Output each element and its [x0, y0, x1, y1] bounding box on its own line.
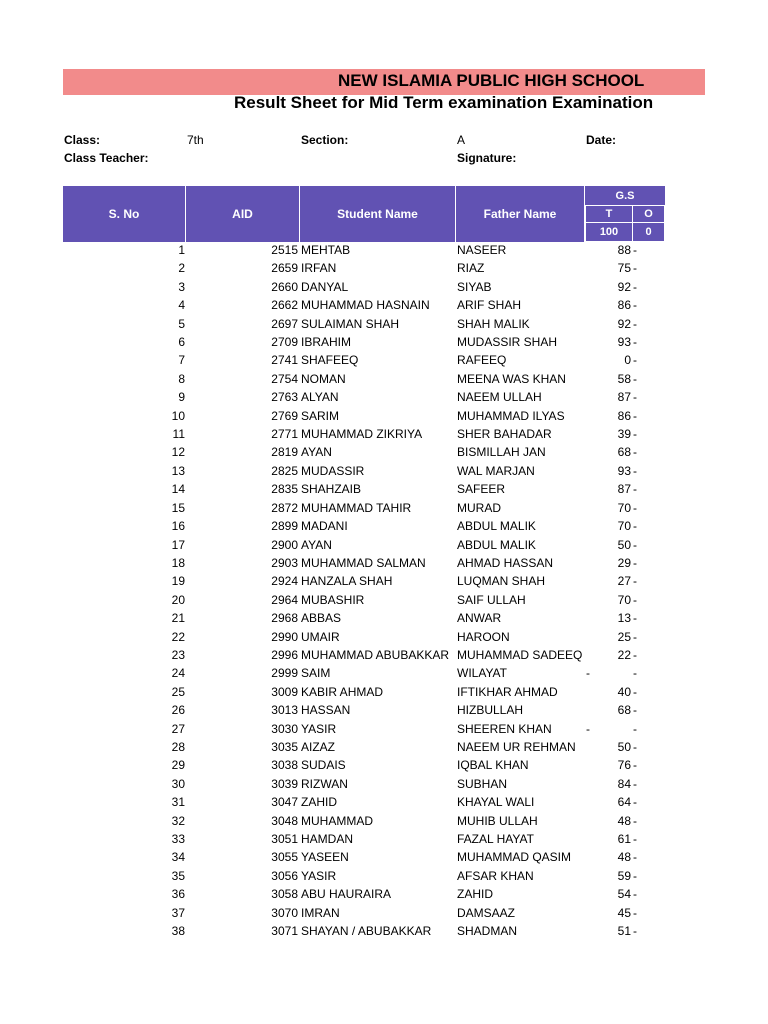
gs-total-mark: 93 [617, 335, 631, 350]
gs-total-mark: 70 [617, 519, 631, 534]
admission-id: 3056 [271, 868, 298, 883]
table-row [0, 905, 768, 923]
father-name: SAIF ULLAH [457, 592, 526, 607]
serial-number: 25 [171, 684, 185, 699]
gs-total-mark: 22 [617, 647, 631, 662]
admission-id: 2660 [271, 279, 298, 294]
serial-number: 19 [171, 574, 185, 589]
father-name: SHEEREN KHAN [457, 721, 552, 736]
gs-obtained-mark: - [633, 279, 637, 294]
table-row [0, 352, 768, 370]
gs-blank: - [586, 666, 590, 681]
gs-obtained-mark: - [633, 776, 637, 791]
table-row [0, 592, 768, 610]
admission-id: 2662 [271, 298, 298, 313]
column-header-aid: AID [186, 186, 300, 242]
serial-number: 26 [171, 703, 185, 718]
gs-obtained-mark: - [633, 261, 637, 276]
father-name: AFSAR KHAN [457, 868, 534, 883]
admission-id: 3030 [271, 721, 298, 736]
father-name: SIYAB [457, 279, 492, 294]
admission-id: 2964 [271, 592, 298, 607]
father-name: ANWAR [457, 611, 502, 626]
student-name: ZAHID [301, 795, 337, 810]
gs-total-mark: 70 [617, 500, 631, 515]
student-name: KABIR AHMAD [301, 684, 384, 699]
serial-number: 13 [171, 463, 185, 478]
gs-obtained-mark: - [633, 666, 637, 681]
admission-id: 2899 [271, 519, 298, 534]
table-row [0, 334, 768, 352]
gs-obtained-mark: - [633, 427, 637, 442]
serial-number: 38 [171, 924, 185, 939]
student-name: MUHAMMAD HASNAIN [301, 298, 430, 313]
gs-total-mark: 92 [617, 279, 631, 294]
serial-number: 8 [178, 371, 185, 386]
student-name: MADANI [301, 519, 348, 534]
serial-number: 12 [171, 445, 185, 460]
table-row [0, 721, 768, 739]
gs-obtained-mark: - [633, 647, 637, 662]
table-row [0, 500, 768, 518]
gs-total-mark: 25 [617, 629, 631, 644]
serial-number: 29 [171, 758, 185, 773]
gs-obtained-mark: - [633, 813, 637, 828]
gs-obtained-mark: - [633, 887, 637, 902]
serial-number: 20 [171, 592, 185, 607]
admission-id: 2924 [271, 574, 298, 589]
table-row [0, 739, 768, 757]
table-row [0, 868, 768, 886]
gs-total-mark: 64 [617, 795, 631, 810]
signature-label: Signature: [457, 151, 517, 165]
class-value: 7th [187, 133, 204, 147]
admission-id: 2835 [271, 482, 298, 497]
admission-id: 3058 [271, 887, 298, 902]
table-row [0, 610, 768, 628]
admission-id: 2769 [271, 408, 298, 423]
table-row [0, 555, 768, 573]
column-header-o: O [632, 205, 665, 223]
admission-id: 2872 [271, 500, 298, 515]
student-name: SHAHZAIB [301, 482, 362, 497]
gs-obtained-mark: - [633, 555, 637, 570]
gs-total-mark: 70 [617, 592, 631, 607]
father-name: MUHAMMAD SADEEQ [457, 647, 583, 662]
gs-total-mark: 68 [617, 703, 631, 718]
gs-obtained-mark: - [633, 298, 637, 313]
table-row [0, 389, 768, 407]
gs-blank: - [586, 721, 590, 736]
serial-number: 3 [178, 279, 185, 294]
gs-total-mark: 50 [617, 537, 631, 552]
gs-total-mark: 68 [617, 445, 631, 460]
admission-id: 2697 [271, 316, 298, 331]
gs-total-mark: 51 [617, 924, 631, 939]
student-name: SAIM [301, 666, 331, 681]
gs-obtained-mark: - [633, 592, 637, 607]
gs-obtained-mark: - [633, 390, 637, 405]
serial-number: 18 [171, 555, 185, 570]
gs-obtained-mark: - [633, 519, 637, 534]
father-name: SHER BAHADAR [457, 427, 552, 442]
table-row [0, 831, 768, 849]
father-name: ARIF SHAH [457, 298, 522, 313]
school-name: NEW ISLAMIA PUBLIC HIGH SCHOOL [338, 71, 645, 90]
student-name: HAMDAN [301, 832, 354, 846]
serial-number: 10 [171, 408, 185, 423]
table-row [0, 776, 768, 794]
father-name: MUHAMMAD ILYAS [457, 408, 565, 423]
father-name: SHADMAN [457, 924, 518, 939]
student-name: IRFAN [301, 261, 337, 276]
column-header-student-name: Student Name [300, 186, 456, 242]
gs-obtained-mark: - [633, 684, 637, 699]
gs-total-mark: 84 [617, 776, 631, 791]
student-name: MUHAMMAD ABUBAKKAR [301, 647, 450, 662]
father-name: NASEER [457, 243, 507, 257]
sheet-subtitle: Result Sheet for Mid Term examination Examination [234, 93, 654, 112]
table-row [0, 481, 768, 499]
student-name: YASIR [301, 868, 337, 883]
admission-id: 3035 [271, 739, 298, 754]
gs-obtained-mark: - [633, 905, 637, 920]
father-name: IFTIKHAR AHMAD [457, 684, 558, 699]
gs-obtained-mark: - [633, 721, 637, 736]
table-row [0, 629, 768, 647]
serial-number: 15 [171, 500, 185, 515]
table-row [0, 371, 768, 389]
student-name: DANYAL [301, 279, 349, 294]
class-label: Class: [64, 133, 101, 147]
table-row [0, 684, 768, 702]
gs-obtained-mark: - [633, 758, 637, 773]
student-name: HANZALA SHAH [301, 574, 393, 589]
father-name: BISMILLAH JAN [457, 445, 546, 460]
father-name: NAEEM UR REHMAN [457, 739, 576, 754]
father-name: ABDUL MALIK [457, 537, 536, 552]
father-name: RAFEEQ [457, 353, 507, 368]
gs-total-mark: 75 [617, 261, 631, 276]
gs-total-mark: 92 [617, 316, 631, 331]
table-row [0, 923, 768, 941]
father-name: MUHIB ULLAH [457, 813, 538, 828]
student-name: YASIR [301, 721, 337, 736]
father-name: HAROON [457, 629, 510, 644]
admission-id: 3038 [271, 758, 298, 773]
gs-obtained-mark: - [633, 463, 637, 478]
student-name: RIZWAN [301, 776, 348, 791]
table-row [0, 573, 768, 591]
class-teacher-label: Class Teacher: [64, 151, 149, 165]
table-row [0, 260, 768, 278]
student-name: SHAYAN / ABUBAKKAR [301, 924, 432, 939]
father-name: RIAZ [457, 261, 485, 276]
serial-number: 33 [171, 832, 185, 846]
serial-number: 7 [178, 353, 185, 368]
father-name: WAL MARJAN [457, 463, 535, 478]
father-name: MEENA WAS KHAN [457, 371, 566, 386]
table-row [0, 757, 768, 775]
admission-id: 2771 [271, 427, 298, 442]
admission-id: 2754 [271, 371, 298, 386]
gs-obtained-mark: - [633, 482, 637, 497]
serial-number: 17 [171, 537, 185, 552]
gs-obtained-mark: - [633, 371, 637, 386]
student-name: NOMAN [301, 371, 346, 386]
student-name: SUDAIS [301, 758, 346, 773]
serial-number: 4 [178, 298, 185, 313]
father-name: FAZAL HAYAT [457, 832, 534, 846]
admission-id: 2996 [271, 647, 298, 662]
gs-obtained-mark: - [633, 703, 637, 718]
student-name: ABU HAURAIRA [301, 887, 392, 902]
admission-id: 2990 [271, 629, 298, 644]
table-row [0, 665, 768, 683]
gs-obtained-mark: - [633, 316, 637, 331]
father-name: MURAD [457, 500, 501, 515]
student-name: ALYAN [301, 390, 339, 405]
admission-id: 2999 [271, 666, 298, 681]
gs-obtained-mark: - [633, 924, 637, 939]
father-name: MUDASSIR SHAH [457, 335, 558, 350]
serial-number: 9 [178, 390, 185, 405]
admission-id: 2741 [271, 353, 298, 368]
gs-obtained-mark: - [633, 850, 637, 865]
serial-number: 24 [171, 666, 185, 681]
student-name: YASEEN [301, 850, 349, 865]
table-row [0, 408, 768, 426]
admission-id: 2763 [271, 390, 298, 405]
admission-id: 3039 [271, 776, 298, 791]
admission-id: 3070 [271, 905, 298, 920]
student-name: SULAIMAN SHAH [301, 316, 400, 331]
table-row [0, 242, 768, 260]
student-name: AYAN [301, 445, 332, 460]
table-row [0, 426, 768, 444]
serial-number: 34 [171, 850, 185, 865]
column-header-gs: G.S [585, 186, 665, 205]
section-label: Section: [301, 133, 349, 147]
gs-total-mark: 0 [624, 353, 631, 368]
gs-total-mark: 93 [617, 463, 631, 478]
serial-number: 11 [172, 427, 185, 442]
admission-id: 2903 [271, 555, 298, 570]
gs-total-mark: 58 [617, 371, 631, 386]
father-name: SAFEER [457, 482, 506, 497]
column-header-t: T [585, 205, 633, 223]
admission-id: 2825 [271, 463, 298, 478]
student-name: MUHAMMAD [301, 813, 373, 828]
serial-number: 32 [171, 813, 185, 828]
student-name: MUDASSIR [301, 463, 365, 478]
father-name: ABDUL MALIK [457, 519, 536, 534]
admission-id: 3071 [271, 924, 298, 939]
serial-number: 22 [171, 629, 185, 644]
table-row [0, 518, 768, 536]
student-name: ABBAS [301, 611, 342, 626]
admission-id: 3009 [271, 684, 298, 699]
father-name: DAMSAAZ [457, 905, 516, 920]
student-name: HASSAN [301, 703, 351, 718]
father-name: WILAYAT [457, 666, 508, 681]
student-name: IMRAN [301, 905, 340, 920]
admission-id: 2515 [271, 243, 298, 257]
gs-total-mark: 50 [617, 739, 631, 754]
gs-obtained-mark: - [633, 832, 637, 846]
gs-total-mark: 13 [617, 611, 631, 626]
table-row [0, 463, 768, 481]
serial-number: 37 [171, 905, 185, 920]
o-total-marks: 0 [632, 222, 665, 242]
gs-total-mark: 45 [617, 905, 631, 920]
admission-id: 2968 [271, 611, 298, 626]
father-name: SHAH MALIK [457, 316, 530, 331]
admission-id: 2709 [271, 335, 298, 350]
gs-total-mark: 61 [617, 832, 631, 846]
table-row [0, 297, 768, 315]
admission-id: 3055 [271, 850, 298, 865]
table-row [0, 279, 768, 297]
table-row [0, 647, 768, 665]
student-name: MEHTAB [301, 243, 351, 257]
gs-total-mark: 48 [617, 813, 631, 828]
gs-total-mark: 48 [617, 850, 631, 865]
student-rows [0, 242, 768, 941]
gs-total-mark: 59 [617, 868, 631, 883]
serial-number: 31 [171, 795, 185, 810]
gs-total-mark: 87 [617, 390, 631, 405]
date-label: Date: [586, 133, 617, 147]
gs-total-mark: 76 [617, 758, 631, 773]
serial-number: 35 [171, 868, 185, 883]
father-name: MUHAMMAD QASIM [457, 850, 571, 865]
gs-obtained-mark: - [633, 353, 637, 368]
t-total-marks: 100 [585, 222, 633, 242]
table-row [0, 849, 768, 867]
table-row [0, 813, 768, 831]
serial-number: 5 [178, 316, 185, 331]
serial-number: 30 [171, 776, 185, 791]
gs-obtained-mark: - [633, 868, 637, 883]
table-row [0, 886, 768, 904]
gs-obtained-mark: - [633, 500, 637, 515]
table-row [0, 702, 768, 720]
gs-obtained-mark: - [633, 243, 637, 257]
table-row [0, 794, 768, 812]
student-name: MUHAMMAD TAHIR [301, 500, 412, 515]
serial-number: 21 [171, 611, 185, 626]
gs-total-mark: 54 [617, 887, 631, 902]
gs-total-mark: 86 [617, 298, 631, 313]
gs-total-mark: 29 [617, 555, 631, 570]
gs-obtained-mark: - [633, 611, 637, 626]
column-header-father-name: Father Name [456, 186, 585, 242]
gs-total-mark: 27 [617, 574, 631, 589]
column-header-sno: S. No [63, 186, 186, 242]
student-name: SARIM [301, 408, 340, 423]
gs-total-mark: 87 [617, 482, 631, 497]
serial-number: 1 [178, 243, 185, 257]
table-row [0, 316, 768, 334]
serial-number: 23 [171, 647, 185, 662]
serial-number: 14 [171, 482, 185, 497]
gs-total-mark: 86 [617, 408, 631, 423]
gs-obtained-mark: - [633, 795, 637, 810]
father-name: SUBHAN [457, 776, 508, 791]
table-row [0, 444, 768, 462]
section-value: A [457, 133, 466, 147]
table-row [0, 537, 768, 555]
student-name: MUHAMMAD ZIKRIYA [301, 427, 423, 442]
father-name: IQBAL KHAN [457, 758, 529, 773]
student-name: MUBASHIR [301, 592, 365, 607]
admission-id: 3047 [271, 795, 298, 810]
gs-obtained-mark: - [633, 445, 637, 460]
gs-obtained-mark: - [633, 629, 637, 644]
admission-id: 3013 [271, 703, 298, 718]
gs-obtained-mark: - [633, 574, 637, 589]
student-name: MUHAMMAD SALMAN [301, 555, 426, 570]
father-name: LUQMAN SHAH [457, 574, 546, 589]
serial-number: 27 [171, 721, 185, 736]
admission-id: 2900 [271, 537, 298, 552]
father-name: ZAHID [457, 887, 493, 902]
gs-obtained-mark: - [633, 537, 637, 552]
serial-number: 16 [171, 519, 185, 534]
student-name: UMAIR [301, 629, 340, 644]
gs-total-mark: 88 [617, 243, 631, 257]
admission-id: 3051 [271, 832, 298, 846]
gs-total-mark: 39 [617, 427, 631, 442]
admission-id: 3048 [271, 813, 298, 828]
serial-number: 6 [178, 335, 185, 350]
student-name: SHAFEEQ [301, 353, 359, 368]
admission-id: 2819 [271, 445, 298, 460]
serial-number: 2 [178, 261, 185, 276]
gs-total-mark: 40 [617, 684, 631, 699]
father-name: NAEEM ULLAH [457, 390, 542, 405]
admission-id: 2659 [271, 261, 298, 276]
student-name: IBRAHIM [301, 335, 352, 350]
gs-obtained-mark: - [633, 335, 637, 350]
gs-obtained-mark: - [633, 408, 637, 423]
serial-number: 28 [171, 739, 185, 754]
father-name: AHMAD HASSAN [457, 555, 554, 570]
student-name: AYAN [301, 537, 332, 552]
father-name: KHAYAL WALI [457, 795, 535, 810]
father-name: HIZBULLAH [457, 703, 524, 718]
serial-number: 36 [171, 887, 185, 902]
student-name: AIZAZ [301, 739, 336, 754]
gs-obtained-mark: - [633, 739, 637, 754]
